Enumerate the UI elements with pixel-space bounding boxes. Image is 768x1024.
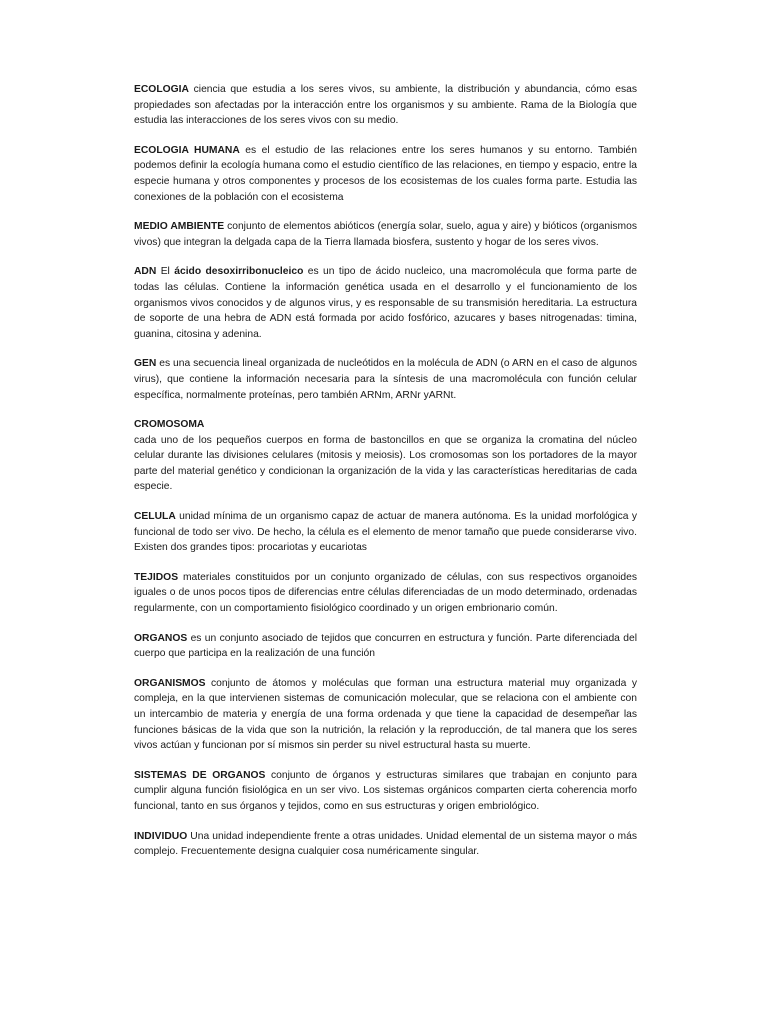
entry-organos — [134, 631, 637, 662]
term-organos: ORGANOS — [134, 632, 188, 644]
term-gen: GEN — [134, 358, 157, 370]
entry-individuo — [134, 829, 637, 860]
term-medio-ambiente: MEDIO AMBIENTE — [134, 221, 225, 233]
definition-ecologia: ciencia que estudia a los seres vivos, su ambiente, la distribución y abundancia, cómo esas propiedades son afectadas por la interacción entre los organismos y su ambiente. Rama de la Biología que estudia las interacciones de los seres vivos con su medio. — [134, 84, 637, 127]
definition-sistemas-de-organos: conjunto de órganos y estructuras similares que trabajan en conjunto para cumplir alguna función fisiológica en un ser vivo. Los sistemas orgánicos comparten cierta coherencia morfo funcional, tanto en sus órganos y tejidos, como en sus estructuras y origen embriológico. — [134, 769, 637, 812]
entry-sistemas-de-organos — [134, 768, 637, 815]
entry-cromosoma — [134, 417, 637, 495]
definition-adn: es un tipo de ácido nucleico, una macromolécula que forma parte de todas las células. Contiene la información genética usada en el desarrollo y el funcionamiento de los organismos vivos conocidos y de algunos virus, y es responsable de su transmisión hereditaria. La estructura de soporte de una hebra de ADN está formada por acido fosfórico, azucares y bases nitrogenadas: timina, guanina, citosina y adenina. — [134, 266, 637, 340]
entry-ecologia-humana — [134, 143, 637, 205]
entry-gen — [134, 356, 637, 403]
entry-ecologia — [134, 82, 637, 129]
term-ecologia-humana: ECOLOGIA HUMANA — [134, 144, 240, 156]
term-celula: CELULA — [134, 511, 176, 523]
definition-adn-lead: El — [156, 266, 175, 278]
definition-gen: es una secuencia lineal organizada de nucleótidos en la molécula de ADN (o ARN en el caso de algunos virus), que contiene la información necesaria para la síntesis de una macromolécula con función celular específica, normalmente proteínas, pero también ARNm, ARNr yARNt. — [134, 358, 637, 401]
term-individuo: INDIVIDUO — [134, 830, 188, 842]
definition-cromosoma: cada uno de los pequeños cuerpos en forma de bastoncillos en que se organiza la cromatina del núcleo celular durante las divisiones celulares (mitosis y meiosis). Los cromosomas son los portadores de la mayor parte del material genético y condicionan la organización de la vida y las características hereditarias de cada especie. — [134, 434, 637, 493]
term-tejidos: TEJIDOS — [134, 571, 179, 583]
entry-medio-ambiente — [134, 219, 637, 250]
term-sistemas-de-organos: SISTEMAS DE ORGANOS — [134, 769, 266, 781]
entry-celula — [134, 509, 637, 556]
definition-celula: unidad mínima de un organismo capaz de actuar de manera autónoma. Es la unidad morfológica y funcional de todo ser vivo. De hecho, la célula es el elemento de menor tamaño que puede considerarse vivo. Existen dos grandes tipos: procariotas y eucariotas — [134, 511, 637, 554]
term-cromosoma: CROMOSOMA — [134, 419, 205, 431]
definition-ecologia-humana: es el estudio de las relaciones entre los seres humanos y su entorno. También podemos definir la ecología humana como el estudio científico de las relaciones, en tiempo y espacio, entre la especie humana y otros componentes y procesos de los ecosistemas de los cuales forma parte. Estudia las conexiones de la población con el ecosistema — [134, 144, 638, 203]
definition-tejidos: materiales constituidos por un conjunto organizado de células, con sus respectivos organoides iguales o de unos pocos tipos de diferencias entre células diferenciadas de un modo determinado, ordenadas regularmente, con un comportamiento fisiológico coordinado y un origen embrionario común. — [134, 571, 637, 615]
definition-medio-ambiente: conjunto de elementos abióticos (energía solar, suelo, agua y aire) y bióticos (organismos vivos) que integran la delgada capa de la Tierra llamada biosfera, sustento y hogar de los seres vivos. — [134, 221, 637, 248]
definition-individuo: Una unidad independiente frente a otras unidades. Unidad elemental de un sistema mayor o más complejo. Frecuentemente designa cualquier cosa numéricamente singular. — [134, 830, 637, 858]
definition-organos: es un conjunto asociado de tejidos que concurren en estructura y función. Parte diferenciada del cuerpo que participa en la realización de una función — [134, 632, 637, 660]
term-organismos: ORGANISMOS — [134, 677, 206, 689]
entry-adn — [134, 264, 637, 342]
entry-organismos — [134, 676, 637, 754]
term-adn: ADN — [134, 266, 157, 278]
term-ecologia: ECOLOGIA — [134, 84, 189, 95]
term-acido-desoxirribonucleico: ácido desoxirribonucleico — [174, 266, 304, 278]
entry-tejidos — [134, 570, 637, 617]
definition-organismos: conjunto de átomos y moléculas que forman una estructura material muy organizada y compleja, en la que intervienen sistemas de comunicación molecular, que se relaciona con el ambiente con un intercambio de materia y energía de una forma ordenada y que tiene la capacidad de desempeñar las funciones básicas de la vida que son la nutrición, la relación y la reproducción, de tal manera que los seres vivos actúan y funcionan por sí mismos sin perder su nivel estructural hasta su muerte. — [134, 677, 637, 752]
